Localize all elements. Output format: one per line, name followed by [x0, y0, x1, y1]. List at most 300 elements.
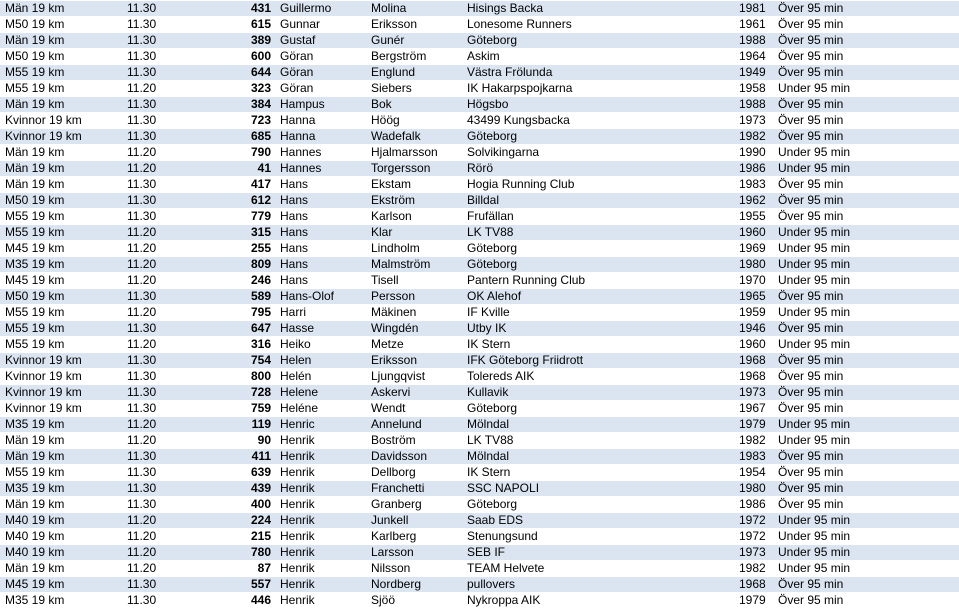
start-time-cell: 11.30	[124, 65, 174, 81]
table-row	[0, 433, 959, 449]
bib-number-cell: 795	[174, 305, 277, 321]
class-cell: Kvinnor 19 km	[0, 353, 124, 369]
class-cell: M55 19 km	[0, 209, 124, 225]
last-name-cell: Eriksson	[368, 17, 464, 33]
bib-number-cell: 800	[174, 369, 277, 385]
last-name-cell: Höög	[368, 113, 464, 129]
club-cell: IK Stern	[464, 337, 733, 353]
birth-year-cell: 1986	[733, 161, 775, 177]
birth-year-cell: 1969	[733, 241, 775, 257]
class-cell: Män 19 km	[0, 33, 124, 49]
bib-number-cell: 389	[174, 33, 277, 49]
birth-year-cell: 1973	[733, 113, 775, 129]
club-cell: Billdal	[464, 193, 733, 209]
start-time-cell: 11.30	[124, 481, 174, 497]
class-cell: M45 19 km	[0, 273, 124, 289]
table-row	[0, 177, 959, 193]
last-name-cell: Larsson	[368, 545, 464, 561]
start-time-cell: 11.20	[124, 273, 174, 289]
class-cell: M55 19 km	[0, 321, 124, 337]
bib-number-cell: 255	[174, 241, 277, 257]
birth-year-cell: 1979	[733, 593, 775, 609]
table-row	[0, 257, 959, 273]
bib-number-cell: 384	[174, 97, 277, 113]
birth-year-cell: 1973	[733, 545, 775, 561]
bib-number-cell: 446	[174, 593, 277, 609]
class-cell: M40 19 km	[0, 545, 124, 561]
class-cell: M45 19 km	[0, 241, 124, 257]
time-group-cell: Över 95 min	[775, 369, 959, 385]
class-cell: M35 19 km	[0, 481, 124, 497]
birth-year-cell: 1967	[733, 401, 775, 417]
last-name-cell: Malmström	[368, 257, 464, 273]
class-cell: M55 19 km	[0, 465, 124, 481]
club-cell: Utby IK	[464, 321, 733, 337]
last-name-cell: Dellborg	[368, 465, 464, 481]
class-cell: Kvinnor 19 km	[0, 129, 124, 145]
start-time-cell: 11.30	[124, 1, 174, 17]
class-cell: M35 19 km	[0, 257, 124, 273]
club-cell: IK Stern	[464, 465, 733, 481]
start-time-cell: 11.20	[124, 417, 174, 433]
table-row	[0, 305, 959, 321]
time-group-cell: Över 95 min	[775, 65, 959, 81]
birth-year-cell: 1988	[733, 97, 775, 113]
start-time-cell: 11.30	[124, 593, 174, 609]
start-time-cell: 11.30	[124, 177, 174, 193]
bib-number-cell: 600	[174, 49, 277, 65]
club-cell: Saab EDS	[464, 513, 733, 529]
class-cell: M55 19 km	[0, 305, 124, 321]
birth-year-cell: 1968	[733, 577, 775, 593]
time-group-cell: Under 95 min	[775, 241, 959, 257]
time-group-cell: Över 95 min	[775, 353, 959, 369]
club-cell: Göteborg	[464, 497, 733, 513]
club-cell: Göteborg	[464, 401, 733, 417]
start-time-cell: 11.20	[124, 529, 174, 545]
first-name-cell: Helén	[277, 369, 368, 385]
class-cell: M35 19 km	[0, 593, 124, 609]
time-group-cell: Över 95 min	[775, 49, 959, 65]
start-time-cell: 11.20	[124, 225, 174, 241]
last-name-cell: Siebers	[368, 81, 464, 97]
start-time-cell: 11.30	[124, 209, 174, 225]
club-cell: Göteborg	[464, 129, 733, 145]
last-name-cell: Annelund	[368, 417, 464, 433]
last-name-cell: Persson	[368, 289, 464, 305]
birth-year-cell: 1982	[733, 561, 775, 577]
bib-number-cell: 759	[174, 401, 277, 417]
birth-year-cell: 1981	[733, 1, 775, 17]
start-time-cell: 11.30	[124, 289, 174, 305]
last-name-cell: Metze	[368, 337, 464, 353]
birth-year-cell: 1955	[733, 209, 775, 225]
table-row	[0, 33, 959, 49]
start-time-cell: 11.30	[124, 321, 174, 337]
time-group-cell: Över 95 min	[775, 497, 959, 513]
class-cell: Män 19 km	[0, 177, 124, 193]
club-cell: 43499 Kungsbacka	[464, 113, 733, 129]
class-cell: Män 19 km	[0, 161, 124, 177]
time-group-cell: Under 95 min	[775, 145, 959, 161]
last-name-cell: Gunér	[368, 33, 464, 49]
bib-number-cell: 723	[174, 113, 277, 129]
bib-number-cell: 612	[174, 193, 277, 209]
table-row	[0, 17, 959, 33]
birth-year-cell: 1983	[733, 449, 775, 465]
class-cell: Män 19 km	[0, 433, 124, 449]
club-cell: Mölndal	[464, 449, 733, 465]
time-group-cell: Över 95 min	[775, 17, 959, 33]
birth-year-cell: 1972	[733, 513, 775, 529]
table-row	[0, 193, 959, 209]
last-name-cell: Molina	[368, 1, 464, 17]
time-group-cell: Över 95 min	[775, 177, 959, 193]
birth-year-cell: 1970	[733, 273, 775, 289]
first-name-cell: Hanna	[277, 113, 368, 129]
class-cell: M45 19 km	[0, 577, 124, 593]
birth-year-cell: 1959	[733, 305, 775, 321]
birth-year-cell: 1958	[733, 81, 775, 97]
first-name-cell: Hasse	[277, 321, 368, 337]
birth-year-cell: 1968	[733, 353, 775, 369]
start-time-cell: 11.20	[124, 257, 174, 273]
bib-number-cell: 557	[174, 577, 277, 593]
time-group-cell: Under 95 min	[775, 225, 959, 241]
first-name-cell: Helene	[277, 385, 368, 401]
last-name-cell: Ekstam	[368, 177, 464, 193]
birth-year-cell: 1960	[733, 225, 775, 241]
last-name-cell: Bok	[368, 97, 464, 113]
first-name-cell: Hans	[277, 257, 368, 273]
table-row	[0, 49, 959, 65]
last-name-cell: Wendt	[368, 401, 464, 417]
first-name-cell: Hans	[277, 225, 368, 241]
bib-number-cell: 119	[174, 417, 277, 433]
club-cell: Göteborg	[464, 33, 733, 49]
time-group-cell: Över 95 min	[775, 465, 959, 481]
birth-year-cell: 1980	[733, 481, 775, 497]
time-group-cell: Över 95 min	[775, 289, 959, 305]
bib-number-cell: 224	[174, 513, 277, 529]
birth-year-cell: 1988	[733, 33, 775, 49]
birth-year-cell: 1982	[733, 433, 775, 449]
club-cell: Lonesome Runners	[464, 17, 733, 33]
last-name-cell: Wadefalk	[368, 129, 464, 145]
birth-year-cell: 1954	[733, 465, 775, 481]
start-time-cell: 11.20	[124, 145, 174, 161]
first-name-cell: Gunnar	[277, 17, 368, 33]
bib-number-cell: 400	[174, 497, 277, 513]
class-cell: Kvinnor 19 km	[0, 113, 124, 129]
start-time-cell: 11.30	[124, 465, 174, 481]
table-row	[0, 273, 959, 289]
first-name-cell: Göran	[277, 49, 368, 65]
results-rows	[0, 1, 959, 609]
last-name-cell: Davidsson	[368, 449, 464, 465]
club-cell: Askim	[464, 49, 733, 65]
birth-year-cell: 1962	[733, 193, 775, 209]
time-group-cell: Över 95 min	[775, 577, 959, 593]
last-name-cell: Wingdén	[368, 321, 464, 337]
time-group-cell: Över 95 min	[775, 97, 959, 113]
start-time-cell: 11.30	[124, 385, 174, 401]
club-cell: Nykroppa AIK	[464, 593, 733, 609]
table-row	[0, 81, 959, 97]
table-row	[0, 289, 959, 305]
club-cell: Kullavik	[464, 385, 733, 401]
start-time-cell: 11.30	[124, 401, 174, 417]
first-name-cell: Göran	[277, 65, 368, 81]
last-name-cell: Boström	[368, 433, 464, 449]
club-cell: OK Alehof	[464, 289, 733, 305]
time-group-cell: Under 95 min	[775, 81, 959, 97]
start-time-cell: 11.30	[124, 577, 174, 593]
bib-number-cell: 431	[174, 1, 277, 17]
table-row	[0, 225, 959, 241]
class-cell: M35 19 km	[0, 417, 124, 433]
first-name-cell: Hans	[277, 209, 368, 225]
club-cell: Hogia Running Club	[464, 177, 733, 193]
first-name-cell: Hans	[277, 273, 368, 289]
table-row	[0, 545, 959, 561]
bib-number-cell: 417	[174, 177, 277, 193]
time-group-cell: Över 95 min	[775, 1, 959, 17]
bib-number-cell: 685	[174, 129, 277, 145]
class-cell: Kvinnor 19 km	[0, 385, 124, 401]
club-cell: TEAM Helvete	[464, 561, 733, 577]
time-group-cell: Under 95 min	[775, 545, 959, 561]
first-name-cell: Henrik	[277, 481, 368, 497]
start-time-cell: 11.30	[124, 17, 174, 33]
first-name-cell: Henrik	[277, 497, 368, 513]
club-cell: Tolereds AIK	[464, 369, 733, 385]
birth-year-cell: 1961	[733, 17, 775, 33]
birth-year-cell: 1946	[733, 321, 775, 337]
time-group-cell: Över 95 min	[775, 401, 959, 417]
first-name-cell: Helen	[277, 353, 368, 369]
first-name-cell: Henrik	[277, 529, 368, 545]
start-time-cell: 11.20	[124, 561, 174, 577]
start-time-cell: 11.20	[124, 337, 174, 353]
time-group-cell: Under 95 min	[775, 305, 959, 321]
bib-number-cell: 589	[174, 289, 277, 305]
club-cell: LK TV88	[464, 225, 733, 241]
last-name-cell: Mäkinen	[368, 305, 464, 321]
club-cell: Solvikingarna	[464, 145, 733, 161]
time-group-cell: Under 95 min	[775, 273, 959, 289]
time-group-cell: Över 95 min	[775, 209, 959, 225]
first-name-cell: Göran	[277, 81, 368, 97]
first-name-cell: Henric	[277, 417, 368, 433]
time-group-cell: Under 95 min	[775, 337, 959, 353]
class-cell: M50 19 km	[0, 289, 124, 305]
first-name-cell: Henrik	[277, 561, 368, 577]
birth-year-cell: 1990	[733, 145, 775, 161]
class-cell: Män 19 km	[0, 561, 124, 577]
bib-number-cell: 315	[174, 225, 277, 241]
last-name-cell: Nilsson	[368, 561, 464, 577]
table-row	[0, 129, 959, 145]
club-cell: IK Hakarpspojkarna	[464, 81, 733, 97]
table-row	[0, 337, 959, 353]
birth-year-cell: 1949	[733, 65, 775, 81]
time-group-cell: Under 95 min	[775, 257, 959, 273]
class-cell: M55 19 km	[0, 65, 124, 81]
last-name-cell: Englund	[368, 65, 464, 81]
club-cell: pullovers	[464, 577, 733, 593]
time-group-cell: Över 95 min	[775, 481, 959, 497]
last-name-cell: Eriksson	[368, 353, 464, 369]
time-group-cell: Under 95 min	[775, 513, 959, 529]
birth-year-cell: 1973	[733, 385, 775, 401]
last-name-cell: Klar	[368, 225, 464, 241]
start-time-cell: 11.20	[124, 305, 174, 321]
club-cell: Stenungsund	[464, 529, 733, 545]
bib-number-cell: 41	[174, 161, 277, 177]
time-group-cell: Under 95 min	[775, 161, 959, 177]
class-cell: M55 19 km	[0, 225, 124, 241]
time-group-cell: Över 95 min	[775, 593, 959, 609]
start-time-cell: 11.20	[124, 81, 174, 97]
time-group-cell: Över 95 min	[775, 113, 959, 129]
class-cell: M55 19 km	[0, 81, 124, 97]
club-cell: Göteborg	[464, 241, 733, 257]
club-cell: Pantern Running Club	[464, 273, 733, 289]
start-time-cell: 11.30	[124, 33, 174, 49]
table-row	[0, 497, 959, 513]
first-name-cell: Henrik	[277, 577, 368, 593]
table-row	[0, 113, 959, 129]
table-row	[0, 561, 959, 577]
last-name-cell: Sjöö	[368, 593, 464, 609]
last-name-cell: Junkell	[368, 513, 464, 529]
club-cell: Mölndal	[464, 417, 733, 433]
table-row	[0, 385, 959, 401]
time-group-cell: Över 95 min	[775, 193, 959, 209]
bib-number-cell: 647	[174, 321, 277, 337]
first-name-cell: Henrik	[277, 513, 368, 529]
first-name-cell: Hans	[277, 177, 368, 193]
start-time-cell: 11.20	[124, 433, 174, 449]
table-row	[0, 1, 959, 17]
class-cell: M40 19 km	[0, 529, 124, 545]
last-name-cell: Askervi	[368, 385, 464, 401]
club-cell: Västra Frölunda	[464, 65, 733, 81]
time-group-cell: Under 95 min	[775, 561, 959, 577]
table-row	[0, 481, 959, 497]
club-cell: Högsbo	[464, 97, 733, 113]
last-name-cell: Hjalmarsson	[368, 145, 464, 161]
table-row	[0, 97, 959, 113]
table-row	[0, 513, 959, 529]
start-time-cell: 11.30	[124, 97, 174, 113]
last-name-cell: Granberg	[368, 497, 464, 513]
first-name-cell: Henrik	[277, 433, 368, 449]
start-time-cell: 11.30	[124, 497, 174, 513]
table-row	[0, 145, 959, 161]
first-name-cell: Hannes	[277, 145, 368, 161]
bib-number-cell: 779	[174, 209, 277, 225]
class-cell: M50 19 km	[0, 193, 124, 209]
start-time-cell: 11.30	[124, 193, 174, 209]
birth-year-cell: 1980	[733, 257, 775, 273]
bib-number-cell: 780	[174, 545, 277, 561]
class-cell: M40 19 km	[0, 513, 124, 529]
last-name-cell: Tisell	[368, 273, 464, 289]
class-cell: Kvinnor 19 km	[0, 401, 124, 417]
class-cell: M50 19 km	[0, 17, 124, 33]
birth-year-cell: 1986	[733, 497, 775, 513]
first-name-cell: Henrik	[277, 465, 368, 481]
first-name-cell: Guillermo	[277, 1, 368, 17]
start-time-cell: 11.30	[124, 129, 174, 145]
club-cell: SEB IF	[464, 545, 733, 561]
bib-number-cell: 809	[174, 257, 277, 273]
table-row	[0, 593, 959, 609]
first-name-cell: Hans	[277, 193, 368, 209]
table-row	[0, 401, 959, 417]
time-group-cell: Över 95 min	[775, 33, 959, 49]
club-cell: IFK Göteborg Friidrott	[464, 353, 733, 369]
time-group-cell: Över 95 min	[775, 449, 959, 465]
bib-number-cell: 90	[174, 433, 277, 449]
last-name-cell: Bergström	[368, 49, 464, 65]
first-name-cell: Hannes	[277, 161, 368, 177]
table-row	[0, 529, 959, 545]
last-name-cell: Ljungqvist	[368, 369, 464, 385]
first-name-cell: Heléne	[277, 401, 368, 417]
club-cell: IF Kville	[464, 305, 733, 321]
birth-year-cell: 1960	[733, 337, 775, 353]
start-time-cell: 11.20	[124, 545, 174, 561]
class-cell: Män 19 km	[0, 97, 124, 113]
birth-year-cell: 1983	[733, 177, 775, 193]
start-time-cell: 11.30	[124, 353, 174, 369]
class-cell: Män 19 km	[0, 145, 124, 161]
bib-number-cell: 644	[174, 65, 277, 81]
time-group-cell: Under 95 min	[775, 529, 959, 545]
start-time-cell: 11.20	[124, 241, 174, 257]
bib-number-cell: 639	[174, 465, 277, 481]
table-row	[0, 161, 959, 177]
birth-year-cell: 1964	[733, 49, 775, 65]
first-name-cell: Gustaf	[277, 33, 368, 49]
time-group-cell: Under 95 min	[775, 433, 959, 449]
table-row	[0, 369, 959, 385]
first-name-cell: Hans-Olof	[277, 289, 368, 305]
first-name-cell: Henrik	[277, 545, 368, 561]
birth-year-cell: 1968	[733, 369, 775, 385]
class-cell: Män 19 km	[0, 497, 124, 513]
class-cell: Kvinnor 19 km	[0, 369, 124, 385]
first-name-cell: Harri	[277, 305, 368, 321]
first-name-cell: Henrik	[277, 449, 368, 465]
table-row	[0, 209, 959, 225]
bib-number-cell: 215	[174, 529, 277, 545]
table-row	[0, 577, 959, 593]
bib-number-cell: 790	[174, 145, 277, 161]
first-name-cell: Hans	[277, 241, 368, 257]
birth-year-cell: 1979	[733, 417, 775, 433]
last-name-cell: Karlson	[368, 209, 464, 225]
class-cell: Män 19 km	[0, 449, 124, 465]
table-row	[0, 65, 959, 81]
start-time-cell: 11.30	[124, 49, 174, 65]
table-row	[0, 465, 959, 481]
last-name-cell: Torgersson	[368, 161, 464, 177]
birth-year-cell: 1965	[733, 289, 775, 305]
